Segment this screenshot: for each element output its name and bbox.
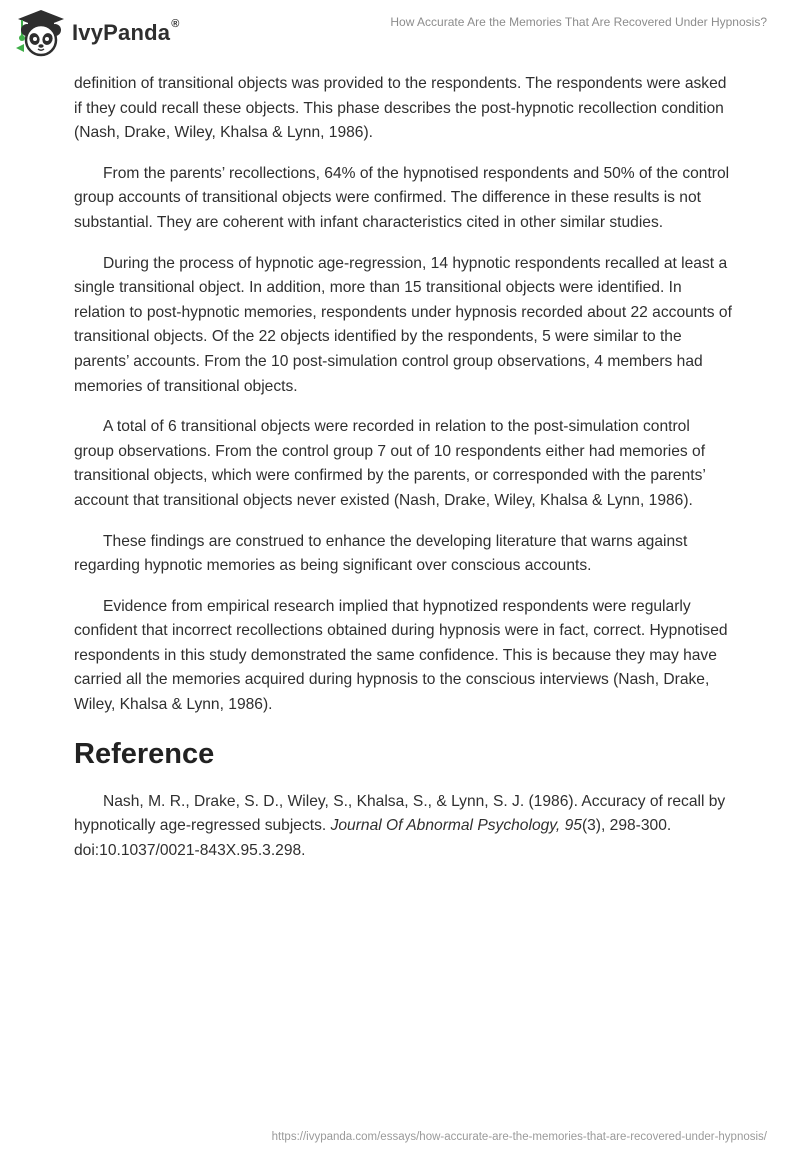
panda-logo-icon	[14, 8, 68, 58]
reference-entry	[74, 790, 734, 864]
reference-details: (3), 298-300. doi:10.1037/0021-843X.95.3.298.	[74, 817, 672, 859]
paragraph-6: Evidence from empirical research implied that hypnotized respondents were regularly confident that incorrect recollections obtained during hypnosis were in fact, correct. Hypnotised respondents in this study demonstrated the same confidence. This is because they may have carried all the memories acquired during hypnosis to the conscious interviews (Nash, Drake, Wiley, Khalsa & Lynn, 1986).	[74, 597, 728, 714]
logo[interactable]	[14, 8, 180, 58]
essay-title: How Accurate Are the Memories That Are Recovered Under Hypnosis?	[390, 15, 767, 29]
page-header	[0, 0, 800, 70]
paragraph-2: From the parents’ recollections, 64% of the hypnotised respondents and 50% of the control group accounts of transitional objects were confirmed. The difference in these results is not substantial. They are coherent with infant characteristics cited in other similar studies.	[74, 164, 730, 231]
paragraph-1: definition of transitional objects was provided to the respondents. The respondents were asked if they could recall these objects. This phase describes the post-hypnotic recollection condition (Nash, Drake, Wiley, Khalsa & Lynn, 1986).	[74, 75, 727, 142]
reference-journal: Journal Of Abnormal Psychology, 95	[330, 817, 582, 835]
logo-wordmark: IvyPanda®	[72, 18, 180, 45]
registered-mark: ®	[171, 18, 180, 30]
reference-heading: Reference	[74, 737, 215, 770]
essay-body	[74, 72, 734, 863]
reference-authors: Nash, M. R., Drake, S. D., Wiley, S., Khalsa, S., & Lynn, S. J. (1986). Accuracy of recall by hypnotically age-regressed subjects.	[74, 792, 726, 835]
paragraph-4: A total of 6 transitional objects were recorded in relation to the post-simulation control group observations. From the control group 7 out of 10 respondents either had memories of transitional objects, which were confirmed by the parents, or corresponded with the parents’ account that transitional objects never existed (Nash, Drake, Wiley, Khalsa & Lynn, 1986).	[74, 418, 706, 509]
paragraph-5: These findings are construed to enhance the developing literature that warns against regarding hypnotic memories as being significant over conscious accounts.	[74, 532, 688, 575]
paragraph-3: During the process of hypnotic age-regression, 14 hypnotic respondents recalled at least a single transitional object. In addition, more than 15 transitional objects were identified. In relation to post-hypnotic memories, respondents under hypnosis recorded about 22 accounts of transitional objects. Of the 22 objects identified by the respondents, 5 were similar to the parents’ accounts. From the 10 post-simulation control group observations, 4 members had memories of transitional objects.	[74, 254, 732, 395]
footer-url[interactable]: https://ivypanda.com/essays/how-accurate-are-the-memories-that-are-recovered-under-hypnosis/	[271, 1131, 767, 1143]
